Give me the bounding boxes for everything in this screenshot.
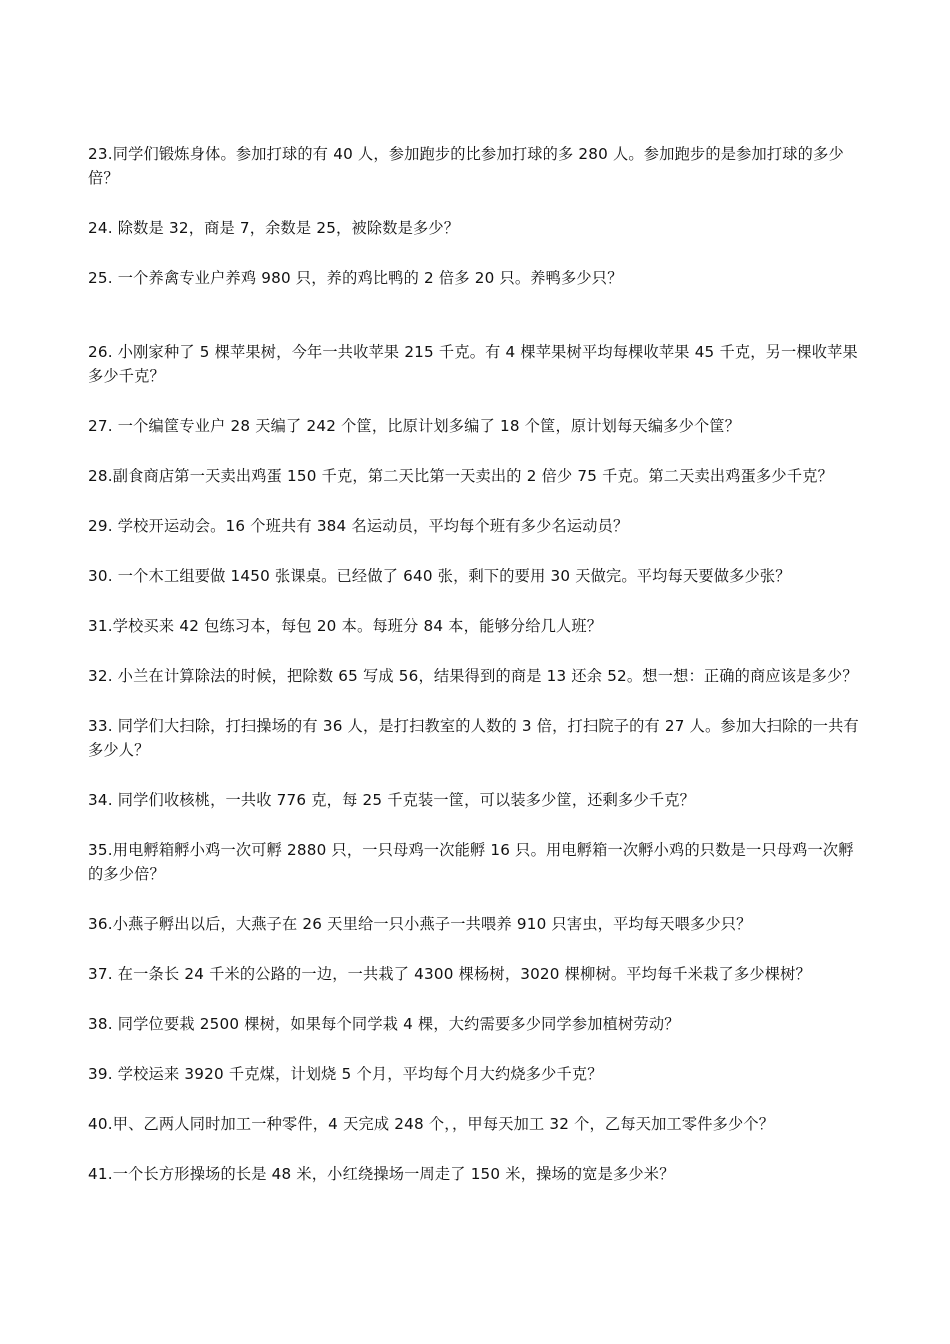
question-38: 38. 同学位要栽 2500 棵树，如果每个同学栽 4 棵，大约需要多少同学参加植树劳动？ bbox=[88, 1015, 680, 1033]
question-31: 31.学校买来 42 包练习本，每包 20 本。每班分 84 本，能够分给几人班？ bbox=[88, 617, 603, 635]
question-24: 24. 除数是 32，商是 7，余数是 25，被除数是多少？ bbox=[88, 219, 460, 237]
question-23: 23.同学们锻炼身体。参加打球的有 40 人，参加跑步的比参加打球的多 280 人。参加跑步的是参加打球的多少倍？ bbox=[88, 145, 844, 187]
question-39: 39. 学校运来 3920 千克煤，计划烧 5 个月，平均每个月大约烧多少千克？ bbox=[88, 1065, 603, 1083]
question-40: 40.甲、乙两人同时加工一种零件，4 天完成 248 个，，甲每天加工 32 个，乙每天加工零件多少个？ bbox=[88, 1115, 775, 1133]
question-41: 41.一个长方形操场的长是 48 米，小红绕操场一周走了 150 米，操场的宽是多少米？ bbox=[88, 1165, 675, 1183]
question-list bbox=[88, 142, 864, 1186]
question-29: 29. 学校开运动会。16 个班共有 384 名运动员，平均每个班有多少名运动员？ bbox=[88, 517, 629, 535]
question-25: 25. 一个养禽专业户养鸡 980 只，养的鸡比鸭的 2 倍多 20 只。养鸭多少只？ bbox=[88, 269, 623, 287]
question-26: 26. 小刚家种了 5 棵苹果树，今年一共收苹果 215 千克。有 4 棵苹果树平均每棵收苹果 45 千克，另一棵收苹果多少千克？ bbox=[88, 343, 858, 385]
question-36: 36.小燕子孵出以后，大燕子在 26 天里给一只小燕子一共喂养 910 只害虫，平均每天喂多少只？ bbox=[88, 915, 752, 933]
question-35: 35.用电孵箱孵小鸡一次可孵 2880 只，一只母鸡一次能孵 16 只。用电孵箱一次孵小鸡的只数是一只母鸡一次孵的多少倍？ bbox=[88, 841, 854, 883]
question-37: 37. 在一条长 24 千米的公路的一边，一共栽了 4300 棵杨树，3020 棵柳树。平均每千米栽了多少棵树？ bbox=[88, 965, 811, 983]
question-33: 33. 同学们大扫除，打扫操场的有 36 人，是打扫教室的人数的 3 倍，打扫院子的有 27 人。参加大扫除的一共有多少人？ bbox=[88, 717, 859, 759]
question-27: 27. 一个编筐专业户 28 天编了 242 个筐，比原计划多编了 18 个筐，原计划每天编多少个筐？ bbox=[88, 417, 741, 435]
question-30: 30. 一个木工组要做 1450 张课桌。已经做了 640 张，剩下的要用 30 天做完。平均每天要做多少张？ bbox=[88, 567, 791, 585]
question-32: 32. 小兰在计算除法的时候，把除数 65 写成 56，结果得到的商是 13 还余 52。想一想：正确的商应该是多少？ bbox=[88, 667, 858, 685]
question-34: 34. 同学们收核桃，一共收 776 克，每 25 千克装一筐，可以装多少筐，还剩多少千克？ bbox=[88, 791, 695, 809]
question-28: 28.副食商店第一天卖出鸡蛋 150 千克，第二天比第一天卖出的 2 倍少 75 千克。第二天卖出鸡蛋多少千克？ bbox=[88, 467, 833, 485]
